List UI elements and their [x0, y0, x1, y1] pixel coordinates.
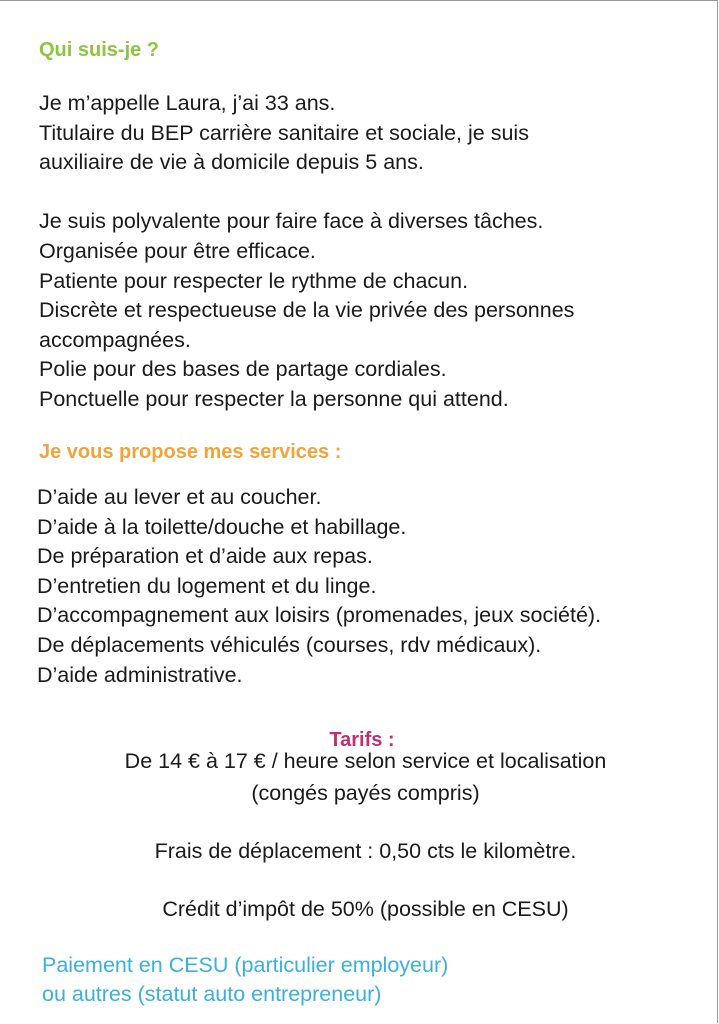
- intro-line: auxiliaire de vie à domicile depuis 5 ans.: [39, 150, 424, 175]
- intro-line: Je m’appelle Laura, j’ai 33 ans.: [39, 91, 336, 115]
- services-list: [37, 483, 709, 690]
- service-item: D’aide au lever et au coucher.: [37, 485, 322, 509]
- services-heading: Je vous propose mes services :: [39, 441, 342, 463]
- service-item: D’accompagnement aux loisirs (promenades, jeux société).: [37, 603, 602, 628]
- payment-line: ou autres (statut auto entrepreneur): [42, 982, 382, 1006]
- service-item: D’entretien du logement et du linge.: [37, 573, 377, 598]
- paragraph-spacer: [39, 178, 709, 208]
- quality-line: Patiente pour respecter le rythme de chacun.: [39, 268, 469, 293]
- quality-line: Ponctuelle pour respecter la personne qui attend.: [39, 386, 509, 411]
- intro-line: Titulaire du BEP carrière sanitaire et sociale, je suis: [39, 120, 529, 145]
- quality-line: Discrète et respectueuse de la vie privée des personnes: [39, 298, 575, 323]
- travel-fee: Frais de déplacement : 0,50 cts le kilomètre.: [154, 839, 577, 863]
- tarifs-heading: Tarifs :: [329, 728, 395, 751]
- service-item: D’aide administrative.: [37, 662, 243, 687]
- about-body: [39, 89, 709, 415]
- tax-credit: Crédit d’impôt de 50% (possible en CESU): [162, 897, 569, 921]
- about-heading: Qui suis-je ?: [39, 39, 160, 61]
- quality-line: Organisée pour être efficace.: [39, 238, 316, 263]
- payment-line: Paiement en CESU (particulier employeur): [42, 953, 449, 977]
- service-item: De préparation et d’aide aux repas.: [37, 544, 373, 569]
- rate-line: De 14 € à 17 € / heure selon service et localisation: [124, 749, 607, 773]
- payment-section: [42, 951, 448, 1009]
- quality-line: accompagnées.: [39, 327, 191, 352]
- rate-note: (congés payés compris): [251, 781, 480, 805]
- quality-line: Je suis polyvalente pour faire face à diverses tâches.: [39, 209, 544, 234]
- quality-line: Polie pour des bases de partage cordiales.: [39, 357, 447, 382]
- service-item: De déplacements véhiculés (courses, rdv médicaux).: [37, 632, 542, 657]
- service-item: D’aide à la toilette/douche et habillage.: [37, 514, 407, 539]
